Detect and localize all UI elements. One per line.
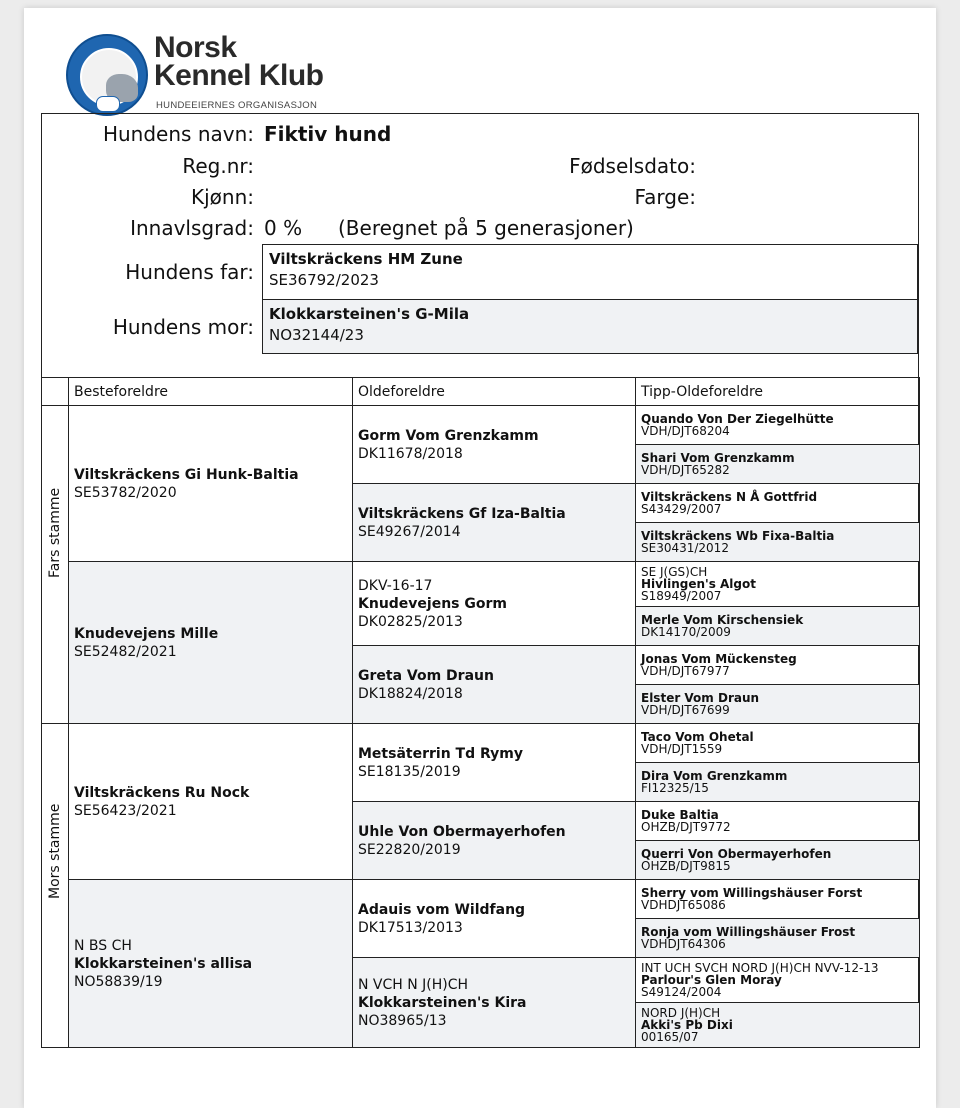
great-grandparent-cell: [353, 724, 636, 802]
grandparent-cell-title: N BS CH: [74, 937, 132, 954]
great-grandparent-cell-reg: SE18135/2019: [358, 763, 461, 780]
great-great-grandparent-cell: [636, 841, 920, 880]
pedigree-row: [42, 880, 920, 919]
great-great-grandparent-cell-reg: S43429/2007: [641, 502, 722, 516]
inbreeding-label: Innavlsgrad:: [130, 216, 254, 240]
header-great-grandparents: Oldeforeldre: [353, 378, 636, 406]
nkk-seal-icon: [66, 34, 148, 116]
birthdate-label: Fødselsdato:: [569, 154, 696, 178]
great-great-grandparent-cell-name: Elster Vom Draun: [641, 691, 760, 705]
great-grandparent-cell-name: Klokkarsteinen's Kira: [358, 994, 527, 1011]
great-great-grandparent-cell: [636, 802, 920, 841]
nkk-logo: [66, 31, 366, 124]
inbreeding-note: (Beregnet på 5 generasjoner): [338, 216, 634, 240]
great-great-grandparent-cell-reg: S18949/2007: [641, 589, 722, 603]
pedigree-row: [42, 724, 920, 763]
sex-label: Kjønn:: [191, 185, 254, 209]
fars-stamme-label: Fars stamme: [42, 406, 69, 724]
father-reg: SE36792/2023: [269, 271, 379, 289]
great-grandparent-cell-reg: DK11678/2018: [358, 445, 463, 462]
great-great-grandparent-cell-reg: VDH/DJT1559: [641, 742, 723, 756]
great-great-grandparent-cell-reg: DK14170/2009: [641, 625, 731, 639]
grandparent-cell: [69, 562, 353, 724]
color-label: Farge:: [634, 185, 696, 209]
pedigree-row: [42, 562, 920, 607]
mother-name: Klokkarsteinen's G-Mila: [269, 305, 470, 323]
great-grandparent-cell: [353, 406, 636, 484]
father-label: Hundens far:: [125, 260, 254, 284]
father-row: [263, 245, 917, 299]
great-great-grandparent-cell-name: Querri Von Obermayerhofen: [641, 847, 832, 861]
great-grandparent-cell: [353, 484, 636, 562]
great-grandparent-cell-name: Metsäterrin Td Rymy: [358, 745, 523, 762]
parents-box: [262, 244, 918, 354]
regnr-label: Reg.nr:: [182, 154, 254, 178]
header-great-great-grandparents: Tipp-Oldeforeldre: [636, 378, 920, 406]
great-great-grandparent-cell-name: Merle Vom Kirschensiek: [641, 613, 804, 627]
great-great-grandparent-cell-name: Shari Vom Grenzkamm: [641, 451, 795, 465]
great-great-grandparent-cell: [636, 646, 920, 685]
grandparent-cell-name: Viltskräckens Ru Nock: [74, 784, 250, 801]
grandparent-cell: [69, 724, 353, 880]
logo-line-2: Kennel Klub: [154, 59, 324, 92]
grandparent-cell: [69, 406, 353, 562]
father-name: Viltskräckens HM Zune: [269, 250, 463, 268]
great-great-grandparent-cell: [636, 958, 920, 1003]
great-grandparent-cell: [353, 562, 636, 646]
grandparent-cell-name: Knudevejens Mille: [74, 625, 219, 642]
great-grandparent-cell-title: N VCH N J(H)CH: [358, 976, 469, 993]
great-great-grandparent-cell: [636, 880, 920, 919]
grandparent-cell-name: Klokkarsteinen's allisa: [74, 955, 253, 972]
great-grandparent-cell-title: DKV-16-17: [358, 577, 433, 594]
grandparent-cell-name: Viltskräckens Gi Hunk-Baltia: [74, 466, 299, 483]
great-grandparent-cell: [353, 646, 636, 724]
logo-wordmark: [154, 31, 324, 92]
great-great-grandparent-cell-reg: VDH/DJT68204: [641, 424, 730, 438]
great-great-grandparent-cell: [636, 562, 920, 607]
mother-reg: NO32144/23: [269, 326, 364, 344]
great-great-grandparent-cell: [636, 607, 920, 646]
great-great-grandparent-cell-title: SE J(GS)CH: [641, 565, 708, 579]
great-grandparent-cell-name: Gorm Vom Grenzkamm: [358, 427, 539, 444]
great-great-grandparent-cell-reg: 00165/07: [641, 1030, 699, 1044]
header-grandparents: Besteforeldre: [69, 378, 353, 406]
great-great-grandparent-cell: [636, 685, 920, 724]
great-great-grandparent-cell-name: Duke Baltia: [641, 808, 719, 822]
great-great-grandparent-cell-reg: OHZB/DJT9772: [641, 820, 731, 834]
great-great-grandparent-cell-name: Taco Vom Ohetal: [641, 730, 754, 744]
great-great-grandparent-cell-reg: S49124/2004: [641, 985, 722, 999]
inbreeding-value: 0 %: [264, 216, 303, 240]
logo-subtitle: HUNDEEIERNES ORGANISASJON: [156, 100, 318, 111]
great-grandparent-cell-reg: SE49267/2014: [358, 523, 461, 540]
great-great-grandparent-cell-name: Ronja vom Willingshäuser Frost: [641, 925, 856, 939]
great-great-grandparent-cell-reg: VDHDJT65086: [641, 898, 726, 912]
mors-stamme-label: Mors stamme: [42, 724, 69, 1048]
great-great-grandparent-cell-name: Quando Von Der Ziegelhütte: [641, 412, 834, 426]
great-great-grandparent-cell-reg: VDH/DJT65282: [641, 463, 730, 477]
pedigree-table: [41, 377, 920, 1048]
great-great-grandparent-cell-name: Hivlingen's Algot: [641, 577, 756, 591]
great-grandparent-cell: [353, 958, 636, 1048]
great-great-grandparent-cell-name: Akki's Pb Dixi: [641, 1018, 733, 1032]
grandparent-cell-reg: NO58839/19: [74, 973, 163, 990]
great-great-grandparent-cell-name: Jonas Vom Mückensteg: [641, 652, 797, 666]
great-great-grandparent-cell: [636, 523, 920, 562]
great-grandparent-cell-reg: NO38965/13: [358, 1012, 447, 1029]
great-great-grandparent-cell-title: NORD J(H)CH: [641, 1006, 721, 1020]
pedigree-row: [42, 406, 920, 445]
logo-line-1: Norsk: [154, 31, 237, 64]
great-great-grandparent-cell-reg: OHZB/DJT9815: [641, 859, 731, 873]
great-great-grandparent-cell: [636, 484, 920, 523]
great-grandparent-cell-name: Adauis vom Wildfang: [358, 901, 526, 918]
great-great-grandparent-cell: [636, 724, 920, 763]
great-great-grandparent-cell-reg: FI12325/15: [641, 781, 709, 795]
great-great-grandparent-cell-reg: VDH/DJT67977: [641, 664, 730, 678]
header-blank: [42, 378, 69, 406]
grandparent-cell-reg: SE56423/2021: [74, 802, 177, 819]
great-great-grandparent-cell-title: INT UCH SVCH NORD J(H)CH NVV-12-13: [641, 961, 879, 975]
name-value: Fiktiv hund: [264, 122, 392, 146]
great-grandparent-cell-name: Viltskräckens Gf Iza-Baltia: [358, 505, 566, 522]
name-label: Hundens navn:: [102, 122, 254, 146]
great-great-grandparent-cell-reg: VDHDJT64306: [641, 937, 726, 951]
great-great-grandparent-cell-name: Sherry vom Willingshäuser Forst: [641, 886, 863, 900]
great-great-grandparent-cell-name: Viltskräckens N Å Gottfrid: [641, 490, 818, 504]
great-great-grandparent-cell: [636, 406, 920, 445]
great-grandparent-cell-reg: DK02825/2013: [358, 613, 463, 630]
grandparent-cell: [69, 880, 353, 1048]
great-great-grandparent-cell-reg: VDH/DJT67699: [641, 703, 730, 717]
great-great-grandparent-cell: [636, 1003, 920, 1048]
great-great-grandparent-cell-reg: SE30431/2012: [641, 541, 729, 555]
great-great-grandparent-cell-name: Dira Vom Grenzkamm: [641, 769, 788, 783]
pedigree-header-row: [42, 378, 920, 406]
great-grandparent-cell-reg: DK17513/2013: [358, 919, 463, 936]
great-great-grandparent-cell-name: Parlour's Glen Moray: [641, 973, 782, 987]
great-great-grandparent-cell: [636, 919, 920, 958]
great-grandparent-cell: [353, 880, 636, 958]
great-great-grandparent-cell: [636, 445, 920, 484]
great-grandparent-cell: [353, 802, 636, 880]
mother-label: Hundens mor:: [112, 315, 254, 339]
great-grandparent-cell-name: Greta Vom Draun: [358, 667, 494, 684]
mother-row: [263, 299, 917, 353]
great-great-grandparent-cell: [636, 763, 920, 802]
great-grandparent-cell-reg: SE22820/2019: [358, 841, 461, 858]
great-grandparent-cell-reg: DK18824/2018: [358, 685, 463, 702]
grandparent-cell-reg: SE52482/2021: [74, 643, 177, 660]
grandparent-cell-reg: SE53782/2020: [74, 484, 177, 501]
great-great-grandparent-cell-name: Viltskräckens Wb Fixa-Baltia: [641, 529, 835, 543]
great-grandparent-cell-name: Uhle Von Obermayerhofen: [358, 823, 566, 840]
great-grandparent-cell-name: Knudevejens Gorm: [358, 595, 507, 612]
